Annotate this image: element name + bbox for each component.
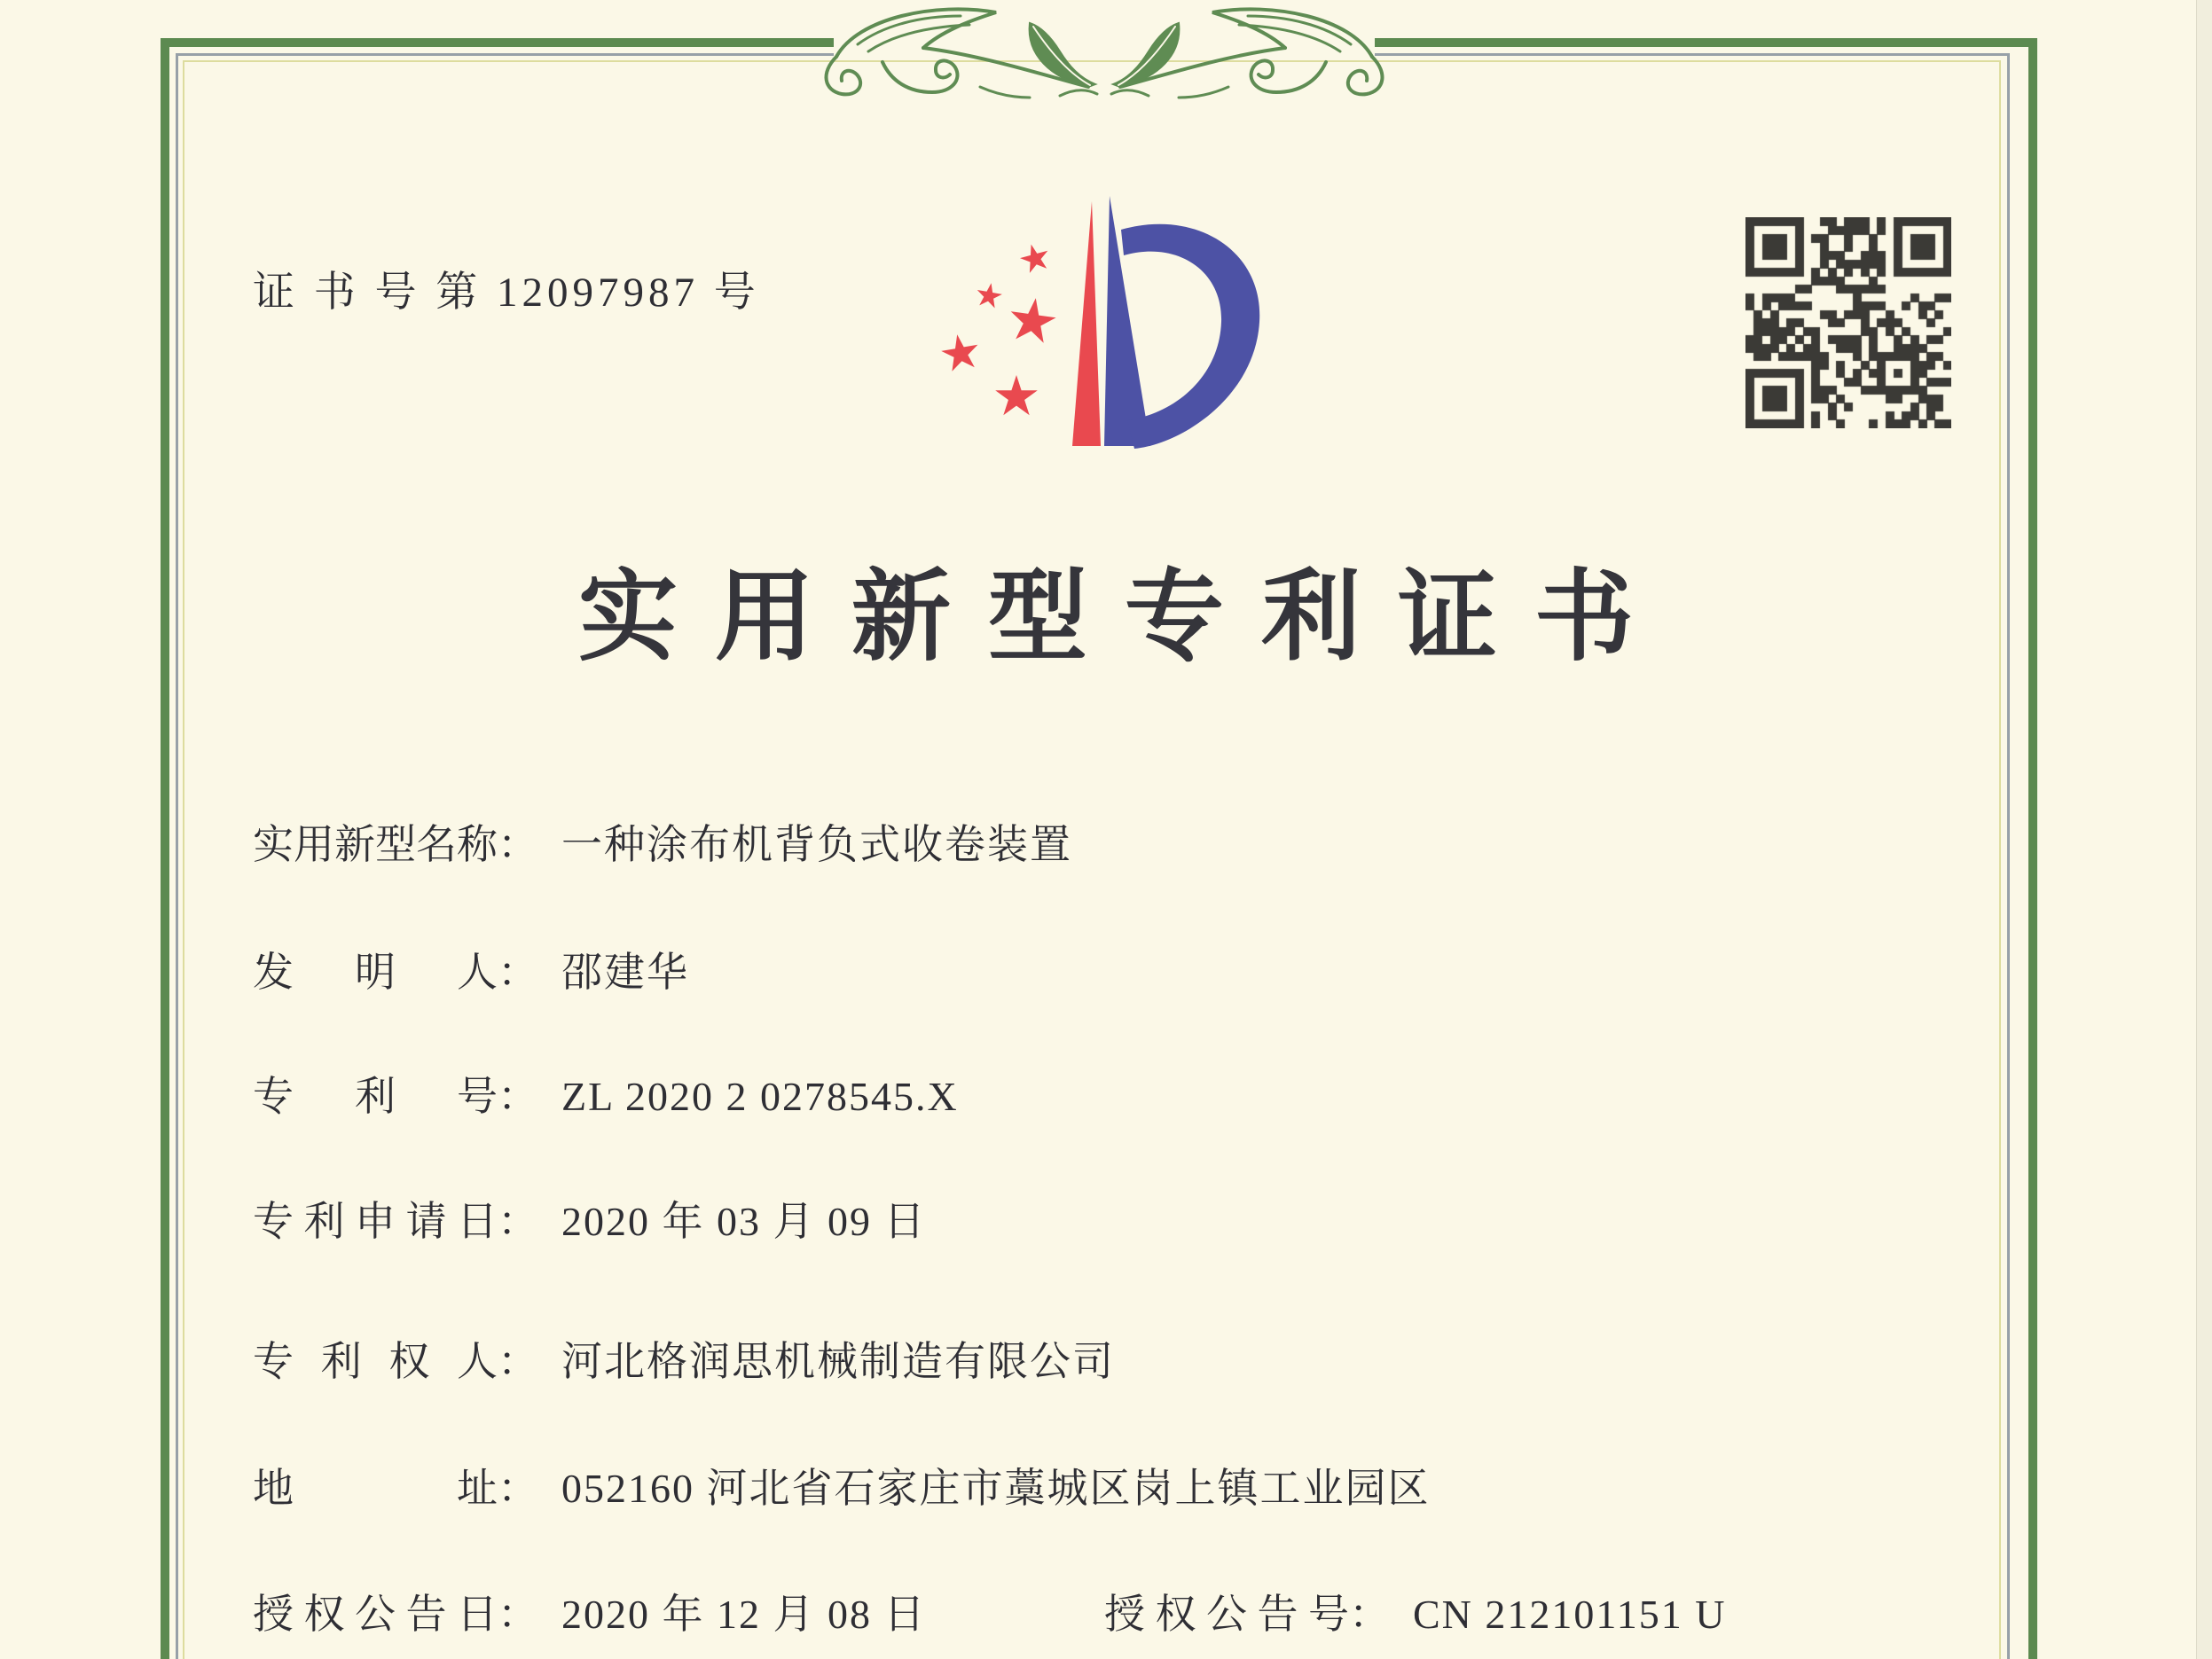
scan-edge-shadow [2196, 0, 2212, 1659]
field-row-inventor [253, 945, 689, 1000]
colon: ： [498, 1339, 538, 1384]
colon: ： [1349, 1592, 1390, 1637]
field-row-grant-date [253, 1587, 927, 1642]
field-value: 052160 河北省石家庄市藁城区岗上镇工业园区 [561, 1466, 1431, 1511]
field-row-patentee [253, 1334, 1115, 1389]
qr-code [1745, 217, 1951, 428]
field-label: 授权公告日 [253, 1592, 498, 1637]
cnipa-patent-logo-icon [900, 173, 1308, 483]
colon: ： [498, 1592, 538, 1637]
field-label: 发明人 [253, 950, 498, 995]
phoenix-scroll-ornament-icon [758, 0, 1450, 105]
field-value: 一种涂布机背负式收卷装置 [561, 822, 1072, 867]
colon: ： [498, 950, 538, 995]
field-row-address [253, 1461, 1431, 1516]
field-value: CN 212101151 U [1413, 1592, 1727, 1637]
field-label: 专利权人 [253, 1339, 498, 1384]
field-label: 实用新型名称 [253, 822, 498, 867]
logo-stars [941, 245, 1055, 416]
field-label: 地址 [253, 1466, 498, 1511]
certificate-number: 证 书 号 第 12097987 号 [253, 270, 760, 316]
field-label: 专利号 [253, 1074, 498, 1119]
field-row-name [253, 818, 1072, 873]
certificate-title: 实用新型专利证书 [578, 563, 1671, 673]
colon: ： [498, 1074, 538, 1119]
field-label: 专利申请日 [253, 1199, 498, 1244]
colon: ： [498, 1199, 538, 1244]
field-label: 授权公告号 [1104, 1592, 1349, 1637]
colon: ： [498, 822, 538, 867]
colon: ： [498, 1466, 538, 1511]
field-value: 河北格润思机械制造有限公司 [561, 1339, 1115, 1384]
field-row-filing-date [253, 1194, 927, 1249]
field-value: 2020 年 12 月 08 日 [561, 1592, 927, 1637]
field-row-patent-no [253, 1069, 959, 1124]
field-value: ZL 2020 2 0278545.X [561, 1074, 959, 1119]
field-value: 2020 年 03 月 09 日 [561, 1199, 927, 1244]
field-value: 邵建华 [561, 950, 689, 995]
field-row-grant-no [1104, 1587, 1726, 1642]
